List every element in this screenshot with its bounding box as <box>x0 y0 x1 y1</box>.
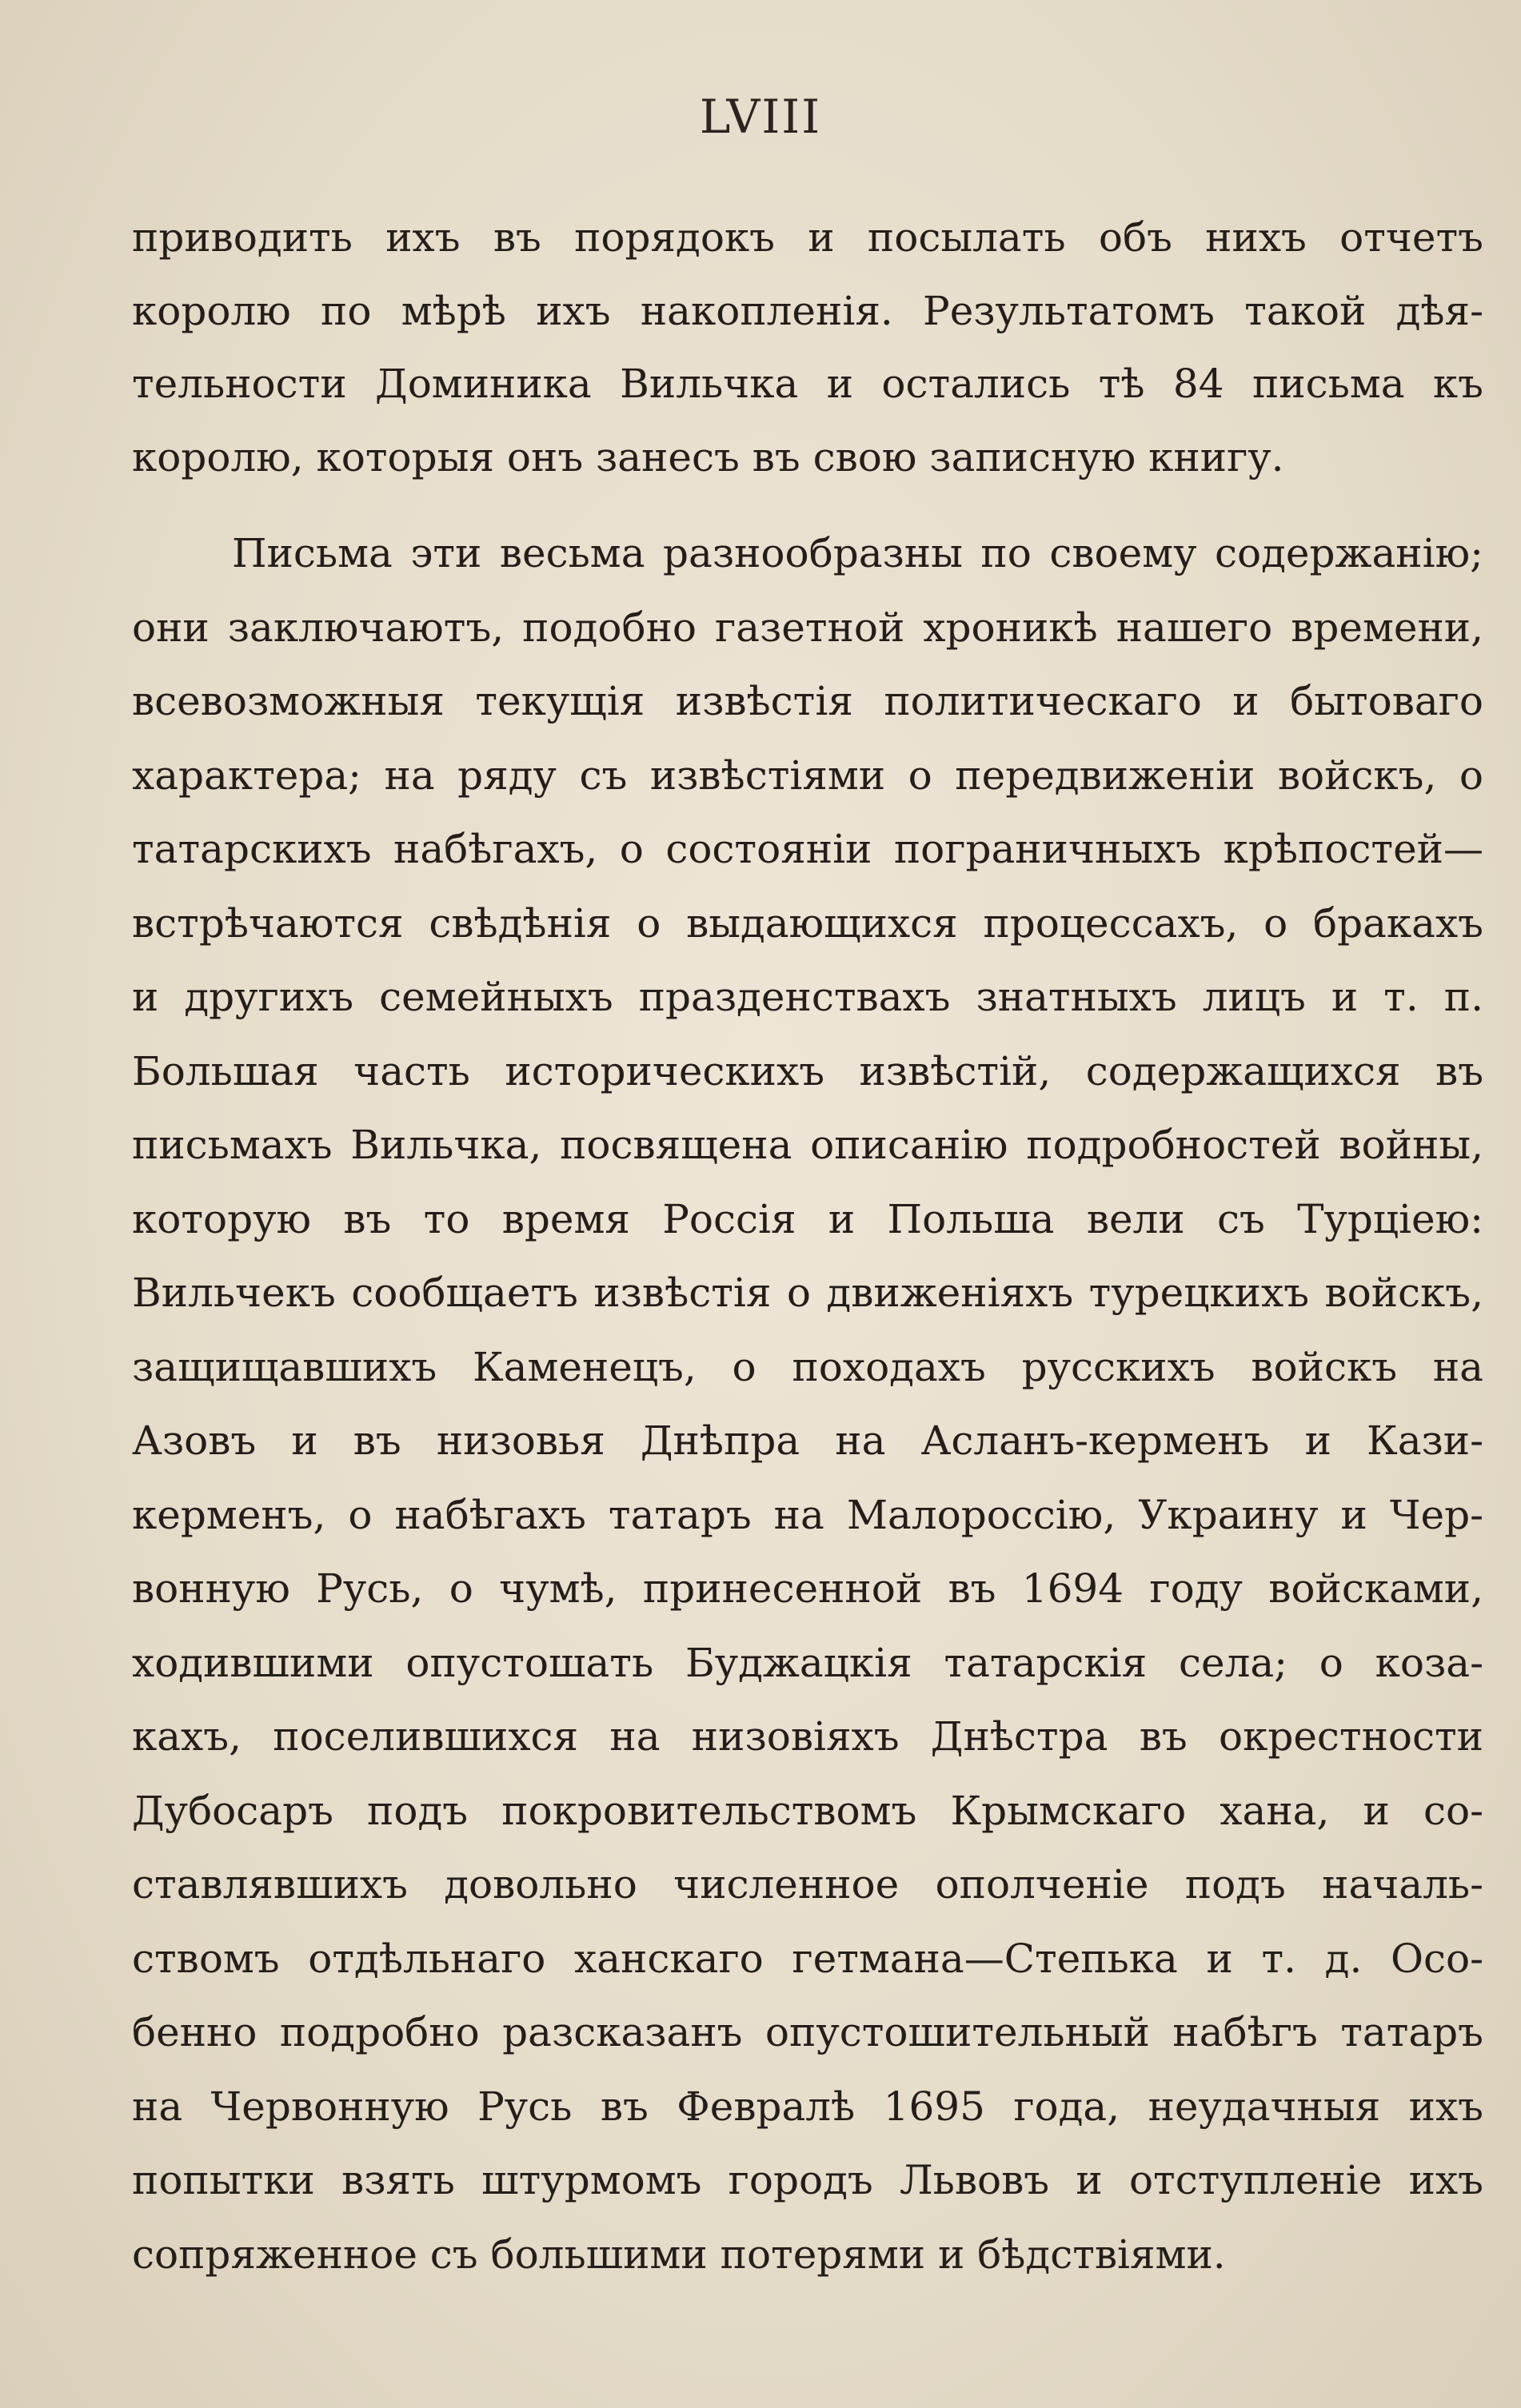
text-line: которую въ то время Россія и Польша вели съ Турціею: <box>132 1195 1483 1242</box>
text-line: ствомъ отдѣльнаго ханскаго гетмана—Степька и т. д. Осо- <box>132 1935 1483 1982</box>
text-line: приводить ихъ въ порядокъ и посылать объ нихъ отчетъ <box>132 214 1483 261</box>
text-line: Азовъ и въ низовья Днѣпра на Асланъ-керменъ и Кази- <box>132 1417 1483 1464</box>
text-line: бенно подробно разсказанъ опустошительный набѣгъ татаръ <box>132 2009 1483 2055</box>
text-line: королю, которыя онъ занесъ въ свою записную книгу. <box>132 433 1284 480</box>
text-line: тельности Доминика Вильчка и остались тѣ 84 письма къ <box>132 361 1483 407</box>
body-text <box>132 201 1483 2291</box>
text-line: королю по мѣрѣ ихъ накопленія. Результатомъ такой дѣя- <box>132 287 1483 334</box>
text-line: ставлявшихъ довольно численное ополченіе подъ началь- <box>132 1861 1483 1908</box>
text-line: попытки взять штурмомъ городъ Львовъ и отступленіе ихъ <box>132 2157 1483 2203</box>
text-line: и другихъ семейныхъ празденствахъ знатныхъ лицъ и т. п. <box>132 974 1483 1020</box>
text-line: письмахъ Вильчка, посвящена описанію подробностей войны, <box>132 1122 1483 1168</box>
text-line: вонную Русь, о чумѣ, принесенной въ 1694 году войсками, <box>132 1565 1483 1612</box>
text-line: всевозможныя текущія извѣстія политическаго и бытоваго <box>132 678 1483 724</box>
text-line: кахъ, поселившихся на низовіяхъ Днѣстра въ окрестности <box>132 1713 1483 1760</box>
text-line: защищавшихъ Каменецъ, о походахъ русскихъ войскъ на <box>132 1343 1483 1390</box>
paragraph <box>132 201 1483 494</box>
paragraph <box>132 516 1483 2291</box>
text-line: Вильчекъ сообщаетъ извѣстія о движеніяхъ турецкихъ войскъ, <box>132 1270 1483 1316</box>
text-line: на Червонную Русь въ Февралѣ 1695 года, неудачныя ихъ <box>132 2083 1483 2130</box>
text-line: сопряженное съ большими потерями и бѣдствіями. <box>132 2231 1226 2278</box>
text-line: татарскихъ набѣгахъ, о состояніи пограничныхъ крѣпостей— <box>132 826 1483 872</box>
text-line: Дубосаръ подъ покровительствомъ Крымскаго хана, и со- <box>132 1787 1483 1834</box>
text-line: Большая часть историческихъ извѣстій, содержащихся въ <box>132 1047 1483 1094</box>
text-line: встрѣчаются свѣдѣнія о выдающихся процессахъ, о бракахъ <box>132 899 1483 947</box>
text-line: характера; на ряду съ извѣстіями о передвиженіи войскъ, о <box>132 752 1483 799</box>
text-line: Письма эти весьма разнообразны по своему содержанію; <box>232 530 1483 576</box>
text-line: они заключаютъ, подобно газетной хроникѣ нашего времени, <box>132 604 1483 651</box>
text-line: ходившими опустошать Буджацкія татарскія села; о коза- <box>132 1639 1483 1686</box>
page-number: LVIII <box>699 90 822 144</box>
text-line: керменъ, о набѣгахъ татаръ на Малороссію, Украину и Чер- <box>132 1491 1483 1538</box>
